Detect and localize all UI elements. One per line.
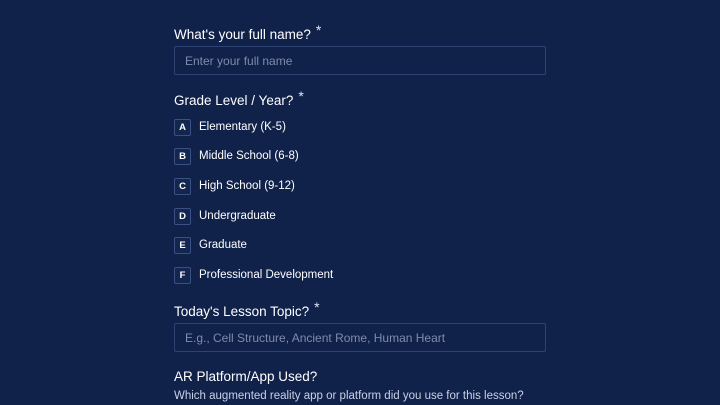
required-asterisk: * [298, 88, 304, 104]
ar-platform-description: Which augmented reality app or platform did you use for this lesson? [174, 390, 524, 402]
option-key-badge: F [174, 267, 191, 284]
required-asterisk: * [315, 22, 322, 38]
option-label: Professional Development [199, 269, 334, 281]
ar-platform-label-text: AR Platform/App Used? [174, 369, 318, 384]
full-name-label [174, 22, 322, 43]
option-key-badge: E [174, 237, 191, 254]
grade-option-graduate[interactable] [174, 235, 247, 255]
lesson-topic-input[interactable] [175, 324, 545, 351]
lesson-topic-field-box [174, 323, 546, 352]
option-label: Middle School (6-8) [199, 150, 299, 162]
option-label: Graduate [199, 239, 247, 251]
full-name-field-box [174, 46, 546, 75]
option-key-badge: D [174, 208, 191, 225]
option-key-badge: C [174, 178, 191, 195]
option-key-badge: A [174, 119, 191, 136]
required-asterisk: * [314, 299, 320, 315]
lesson-topic-label [174, 299, 320, 320]
lesson-topic-label-text: Today's Lesson Topic? [174, 304, 310, 319]
option-key-badge: B [174, 148, 191, 165]
grade-level-label-text: Grade Level / Year? [174, 93, 294, 108]
grade-option-elementary[interactable] [174, 117, 286, 137]
full-name-label-text: What's your full name? [174, 27, 311, 42]
full-name-input[interactable] [175, 47, 545, 74]
grade-option-undergraduate[interactable] [174, 206, 276, 226]
grade-level-label [174, 88, 304, 109]
grade-option-high-school[interactable] [174, 176, 295, 196]
grade-option-middle-school[interactable] [174, 146, 299, 166]
option-label: Undergraduate [199, 210, 276, 222]
option-label: High School (9-12) [199, 180, 295, 192]
option-label: Elementary (K-5) [199, 121, 286, 133]
grade-option-professional-development[interactable] [174, 265, 333, 285]
ar-platform-label [174, 369, 317, 385]
